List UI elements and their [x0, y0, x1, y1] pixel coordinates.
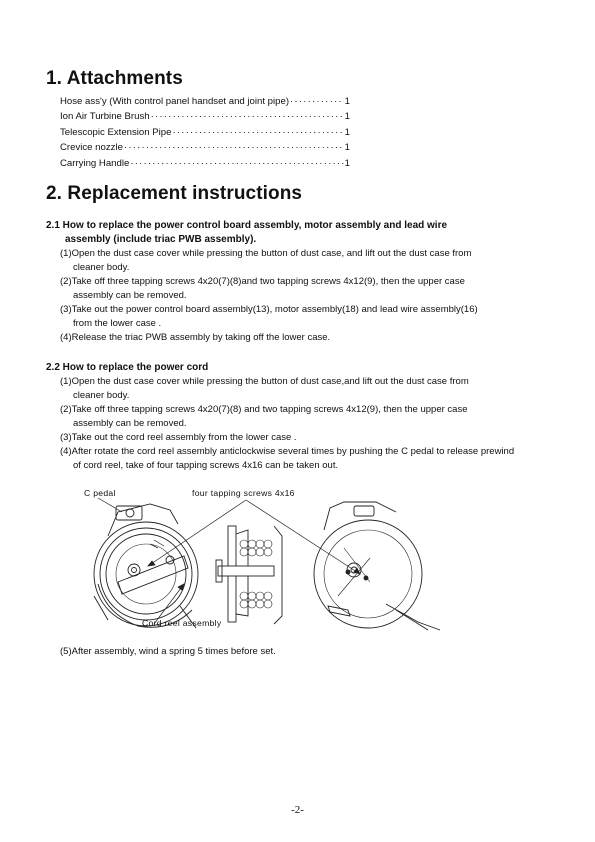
reel-outer-ring — [94, 522, 198, 626]
leader-line-c-pedal — [98, 498, 122, 512]
subsection-2-2-steps — [60, 375, 555, 473]
attachment-qty: 1 — [344, 126, 350, 138]
step-line: (3)Take out the power control board assembly(13), motor assembly(18) and lead wire assembly(16) — [60, 304, 478, 315]
cord-lead — [386, 604, 440, 630]
attachment-qty: 1 — [344, 96, 350, 107]
attachment-item — [60, 127, 350, 142]
step-line: cleaner body. — [73, 262, 130, 273]
attachment-qty: 1 — [344, 111, 350, 123]
heading-line: assembly (include triac PWB assembly). — [65, 234, 257, 245]
leader-dots — [290, 96, 344, 107]
figure-label-screws: four tapping screws 4x16 — [192, 488, 295, 498]
step-item — [60, 247, 555, 275]
attachment-qty: 1 — [344, 157, 350, 169]
step-line: from the lower case . — [73, 318, 162, 329]
step-line: (1)Open the dust case cover while pressing the button of dust case, and lift out the dust case from — [60, 248, 472, 259]
step-item — [60, 431, 555, 445]
figure-label-c-pedal: C pedal — [84, 488, 116, 498]
attachment-item — [60, 142, 350, 157]
section-2-title: 2. Replacement instructions — [46, 183, 303, 204]
attachment-name: Ion Air Turbine Brush — [60, 111, 150, 123]
section-1-title: 1. Attachments — [46, 68, 183, 89]
step-line: cleaner body. — [73, 390, 130, 401]
subsection-2-1-steps — [60, 247, 555, 345]
leader-dots — [124, 142, 344, 153]
reel-bar — [118, 556, 188, 594]
step-line: (4)Release the triac PWB assembly by taking off the lower case. — [60, 332, 331, 343]
step-line: (1)Open the dust case cover while pressing the button of dust case,and lift out the dust case from — [60, 376, 469, 387]
attachments-list — [60, 96, 350, 173]
step-line: assembly can be removed. — [73, 290, 187, 301]
step-line: (2)Take off three tapping screws 4x20(7)(8)and two tapping screws 4x12(9), then the upper case — [60, 276, 465, 287]
step-line: (2)Take off three tapping screws 4x20(7)(8) and two tapping screws 4x12(9), then the upper case — [60, 404, 468, 415]
leader-dots — [130, 158, 343, 169]
shaft — [218, 566, 274, 576]
c-pedal-part — [116, 506, 142, 520]
leader-line-screws-right — [246, 500, 360, 574]
step-item — [60, 375, 555, 403]
step-line: (3)Take out the cord reel assembly from the lower case . — [60, 432, 297, 443]
cord-reel-figure — [78, 486, 498, 631]
after-assembly-note: (5)After assembly, wind a spring 5 times before set. — [60, 646, 276, 657]
attachment-item — [60, 111, 350, 126]
step-item — [60, 445, 555, 473]
tapping-screw — [346, 570, 350, 574]
attachment-name: Carrying Handle — [60, 157, 130, 169]
step-line: of cord reel, take of four tapping screws 4x16 can be taken out. — [73, 460, 339, 471]
subsection-2-2-heading: 2.2 How to replace the power cord — [46, 362, 209, 373]
attachment-qty: 1 — [344, 142, 350, 154]
attachment-name: Hose ass'y (With control panel handset and joint pipe) — [60, 96, 290, 107]
leader-dots — [151, 111, 344, 122]
step-item — [60, 331, 555, 345]
attachment-item — [60, 96, 350, 111]
figure-label-reel: Cord reel assembly — [142, 618, 222, 628]
leader-line-screws-left — [148, 500, 246, 566]
step-item — [60, 403, 555, 431]
cord-reel-drawing — [78, 486, 498, 631]
step-item — [60, 303, 555, 331]
attachment-name: Telescopic Extension Pipe — [60, 126, 172, 138]
subsection-2-1-heading — [46, 219, 546, 247]
leader-dots — [172, 127, 343, 138]
attachment-item — [60, 158, 350, 173]
page-number: -2- — [291, 804, 304, 816]
attachment-name: Crevice nozzle — [60, 142, 123, 154]
step-line: assembly can be removed. — [73, 418, 187, 429]
heading-line: 2.1 How to replace the power control board assembly, motor assembly and lead wire — [46, 220, 448, 231]
step-line: (4)After rotate the cord reel assembly anticlockwise several times by pushing the C pedal to release prewind — [60, 446, 515, 457]
step-item — [60, 275, 555, 303]
